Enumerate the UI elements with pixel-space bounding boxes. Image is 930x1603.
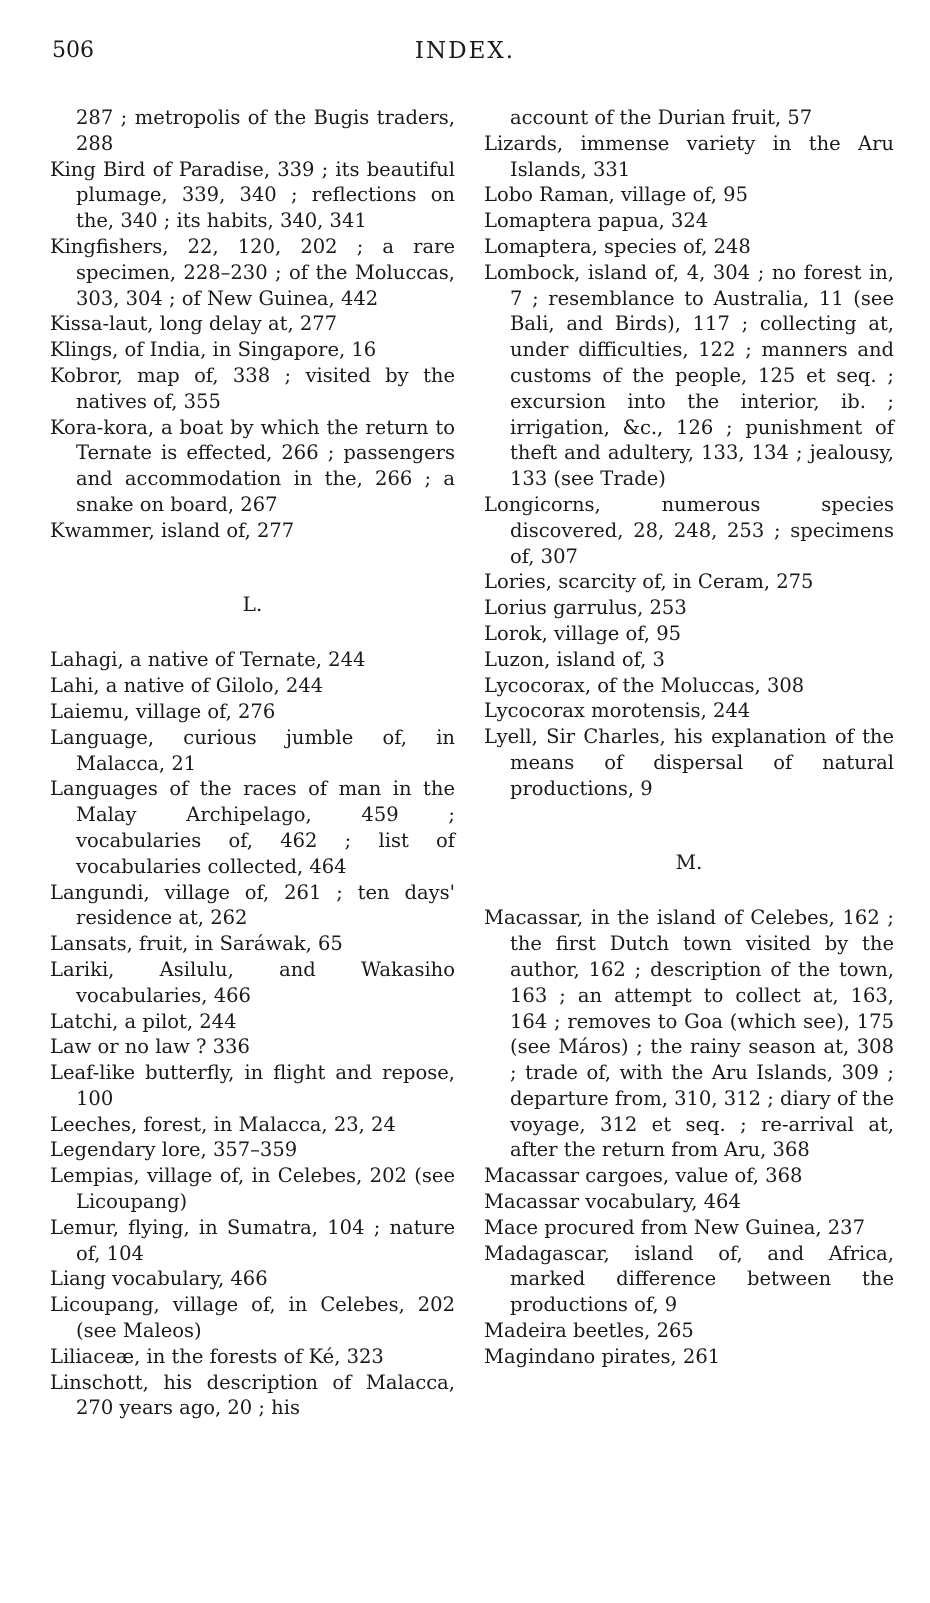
index-entry: Laiemu, village of, 276 xyxy=(50,699,276,723)
index-entry: Lariki, Asilulu, and Wakasiho vocabularies, 466 xyxy=(50,957,455,1007)
index-entry: Lomaptera, species of, 248 xyxy=(484,234,751,258)
index-entry: Lahagi, a native of Ternate, 244 xyxy=(50,648,366,672)
index-entry: Law or no law ? 336 xyxy=(50,1035,250,1059)
index-entry: Lycocorax, of the Moluccas, 308 xyxy=(484,673,805,697)
section-letter-m: M. xyxy=(675,849,703,874)
index-entry: Macassar, in the island of Celebes, 162 ; the first Dutch town visited by the author, 162 ; description of the town, 163 ; an attempt to collect at, 163, 164 ; removes to Goa (which see), 175 (see Máros) ; the rainy season at, 308 ; trade of, with the Aru Islands, 309 ; departure from, 310, 312 ; diary of the voyage, 312 et seq. ; re-arrival at, after the return from Aru, 368 xyxy=(484,906,894,1162)
index-entry: Language, curious jumble of, in Malacca, 21 xyxy=(50,725,455,775)
index-entry: King Bird of Paradise, 339 ; its beautiful plumage, 339, 340 ; reflections on the, 340 ; its habits, 340, 341 xyxy=(50,157,455,233)
index-entry: Leaf-like butterfly, in flight and repose, 100 xyxy=(50,1061,455,1110)
index-entry: Madeira beetles, 265 xyxy=(484,1319,694,1343)
index-entry: Macassar vocabulary, 464 xyxy=(484,1190,741,1214)
index-entry: Languages of the races of man in the Malay Archipelago, 459 ; vocabularies of, 462 ; list of vocabularies collected, 464 xyxy=(50,777,455,878)
index-entry: Langundi, village of, 261 ; ten days' residence at, 262 xyxy=(50,880,455,930)
index-entry: Liliaceæ, in the forests of Ké, 323 xyxy=(50,1344,384,1368)
section-letter-l: L. xyxy=(242,591,263,616)
index-entry: Kissa-laut, long delay at, 277 xyxy=(50,312,338,336)
right-column xyxy=(484,105,894,1370)
index-entry: Lories, scarcity of, in Ceram, 275 xyxy=(484,570,814,594)
index-entry: Klings, of India, in Singapore, 16 xyxy=(50,338,377,362)
index-entry: Lombock, island of, 4, 304 ; no forest in, 7 ; resemblance to Australia, 11 (see Bali, and Birds), 117 ; collecting at, under difficulties, 122 ; manners and customs of the people, 125 et seq. ; excursion into the interior, ib. ; irrigation, &c., 126 ; punishment of theft and adultery, 133, 134 ; jealousy, 133 (see Trade) xyxy=(484,260,894,491)
index-entry: Lizards, immense variety in the Aru Islands, 331 xyxy=(484,131,894,181)
index-entry: Lobo Raman, village of, 95 xyxy=(484,183,748,207)
index-entry: Macassar cargoes, value of, 368 xyxy=(484,1164,803,1188)
index-group-l xyxy=(50,647,455,1421)
index-entry: 287 ; metropolis of the Bugis traders, 288 xyxy=(76,106,455,155)
index-entry: Lempias, village of, in Celebes, 202 (see Licoupang) xyxy=(50,1164,455,1214)
index-entry: Linschott, his description of Malacca, 270 years ago, 20 ; his xyxy=(50,1370,455,1420)
index-entry: Lomaptera papua, 324 xyxy=(484,209,709,233)
page-header xyxy=(0,0,930,90)
index-entry: Lycocorax morotensis, 244 xyxy=(484,699,751,723)
index-entry: Lorok, village of, 95 xyxy=(484,621,682,645)
index-entry: Latchi, a pilot, 244 xyxy=(50,1009,237,1033)
index-entry: Kingfishers, 22, 120, 202 ; a rare specimen, 228–230 ; of the Moluccas, 303, 304 ; of New Guinea, 442 xyxy=(50,234,455,310)
index-entry: Mace procured from New Guinea, 237 xyxy=(484,1215,865,1239)
running-head-title: INDEX. xyxy=(414,38,516,64)
index-entry: Lahi, a native of Gilolo, 244 xyxy=(50,674,324,698)
index-entry: Kwammer, island of, 277 xyxy=(50,518,295,542)
index-entry: Liang vocabulary, 466 xyxy=(50,1267,268,1291)
index-entry: Leeches, forest, in Malacca, 23, 24 xyxy=(50,1112,396,1136)
index-group-m xyxy=(484,905,894,1369)
index-entry: Licoupang, village of, in Celebes, 202 (see Maleos) xyxy=(50,1293,455,1343)
index-entry: Magindano pirates, 261 xyxy=(484,1344,721,1368)
index-entry: Madagascar, island of, and Africa, marked difference between the productions of, 9 xyxy=(484,1241,894,1317)
index-entry: Lansats, fruit, in Saráwak, 65 xyxy=(50,932,343,956)
index-entry: Kobror, map of, 338 ; visited by the natives of, 355 xyxy=(50,363,455,413)
index-group-l-continued xyxy=(484,105,894,802)
index-entry: Lyell, Sir Charles, his explanation of the means of dispersal of natural productions, 9 xyxy=(484,725,894,800)
index-entry: Legendary lore, 357–359 xyxy=(50,1138,298,1162)
left-column xyxy=(50,105,455,1421)
index-entry: Lorius garrulus, 253 xyxy=(484,596,687,620)
index-entry: Kora-kora, a boat by which the return to Ternate is effected, 266 ; passengers and accommodation in the, 266 ; a snake on board, 267 xyxy=(50,415,455,516)
index-entry: Luzon, island of, 3 xyxy=(484,647,665,671)
index-entry: Lemur, flying, in Sumatra, 104 ; nature of, 104 xyxy=(50,1215,455,1265)
index-entry: Longicorns, numerous species discovered, 28, 248, 253 ; specimens of, 307 xyxy=(484,492,894,568)
index-entry: account of the Durian fruit, 57 xyxy=(510,106,813,129)
page-number: 506 xyxy=(52,38,94,63)
index-group-k xyxy=(50,105,455,544)
